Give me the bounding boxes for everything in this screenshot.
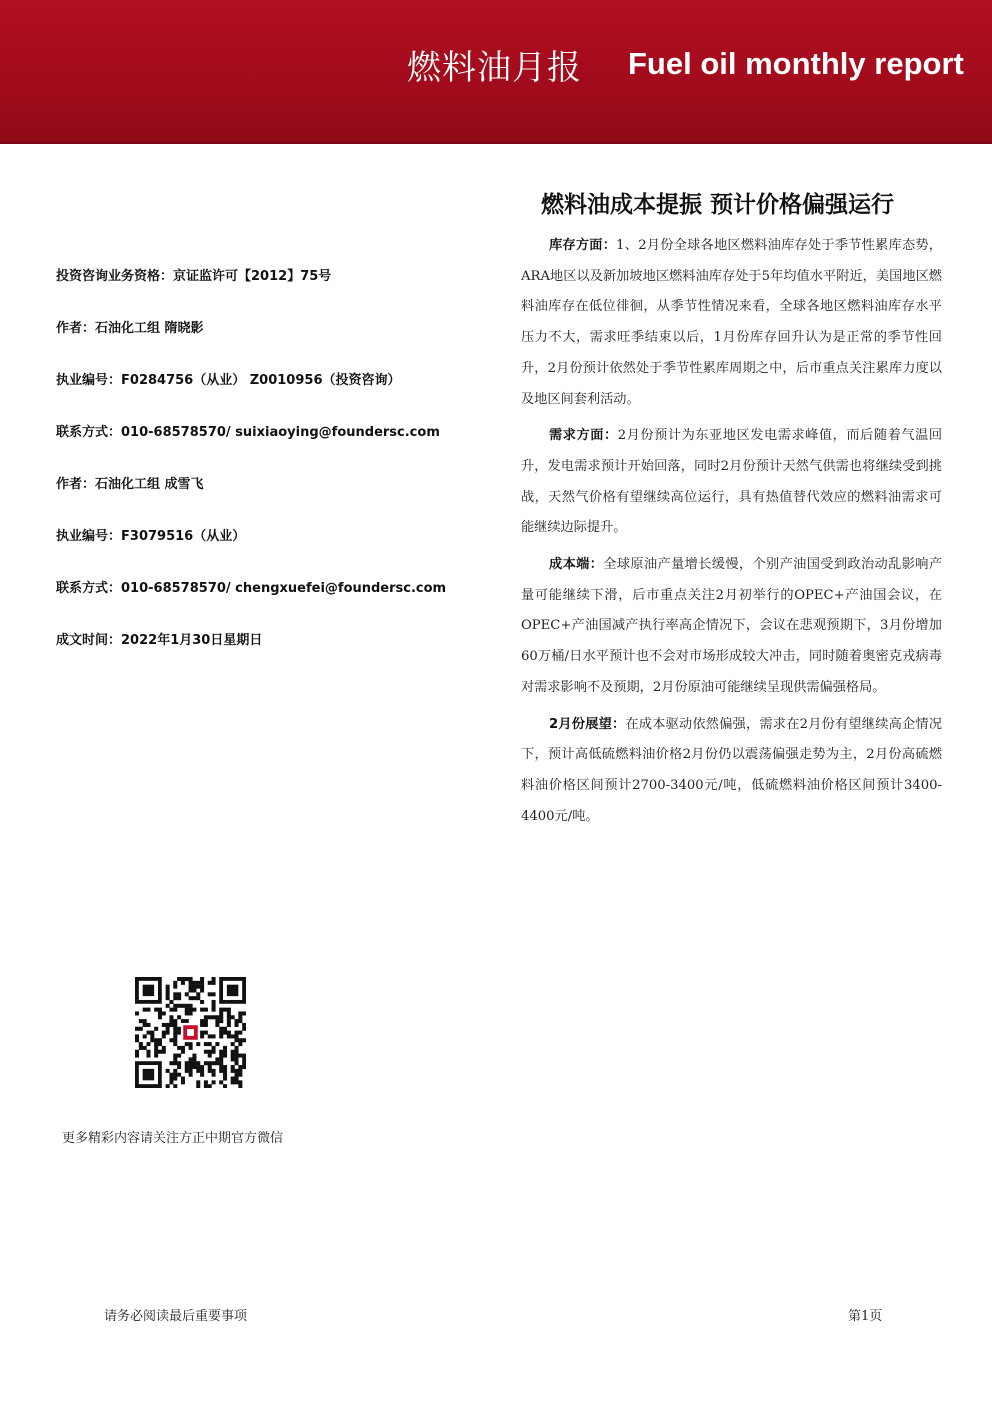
- qr-caption: 更多精彩内容请关注方正中期官方微信: [62, 1131, 284, 1146]
- meta-label: 联系方式：: [56, 581, 122, 596]
- meta-value: F0284756（从业） Z0010956（投资咨询）: [121, 373, 401, 388]
- meta-value: 010-68578570/ suixiaoying@foundersc.com: [121, 425, 440, 440]
- meta-label: 投资咨询业务资格：: [56, 269, 174, 284]
- meta-value: F3079516（从业）: [121, 529, 246, 544]
- meta-label: 联系方式：: [56, 425, 122, 440]
- section-cost: [521, 550, 942, 704]
- meta-label: 执业编号：: [56, 373, 122, 388]
- author-info-block: [56, 262, 496, 678]
- section-label: 成本端：: [549, 557, 604, 573]
- header-title-en: Fuel oil monthly report: [628, 46, 964, 81]
- section-label: 库存方面：: [549, 238, 617, 253]
- meta-license-2: [56, 522, 496, 574]
- meta-value: 2022年1月30日星期日: [121, 633, 263, 648]
- meta-label: 作者：: [56, 477, 96, 492]
- meta-date: [56, 626, 496, 678]
- meta-author-1: [56, 314, 496, 366]
- section-label: 需求方面：: [549, 428, 618, 444]
- section-inventory: [521, 231, 942, 415]
- report-header-banner: [0, 0, 992, 144]
- meta-qualification: [56, 262, 496, 314]
- section-text: 在成本驱动依然偏强，需求在2月份有望继续高企情况下，预计高低硫燃料油价格2月份仍以震荡偏强走势为主，2月份高硫燃料油价格区间预计2700-3400元/吨，低硫燃料油价格区间预计3400-4400元/吨。: [521, 716, 942, 824]
- section-text: 全球原油产量增长缓慢，个别产油国受到政治动乱影响产量可能继续下滑，后市重点关注2月初举行的OPEC+产油国会议，在OPEC+产油国减产执行率高企情况下，会议在悲观预期下，3月份增加60万桶/日水平预计也不会对市场形成较大冲击，同时随着奥密克戎病毒对需求影响不及预期，2月份原油可能继续呈现供需偏强格局。: [521, 557, 943, 695]
- meta-author-2: [56, 470, 496, 522]
- meta-label: 作者：: [56, 321, 96, 336]
- meta-label: 执业编号：: [56, 529, 122, 544]
- meta-value: 石油化工组 隋晓影: [95, 321, 204, 336]
- section-label: 2月份展望：: [549, 716, 626, 732]
- meta-value: 010-68578570/ chengxuefei@foundersc.com: [121, 581, 447, 596]
- section-text: 2月份预计为东亚地区发电需求峰值，而后随着气温回升，发电需求预计开始回落，同时2月份预计天然气供需也将继续受到挑战，天然气价格有望继续高位运行，具有热值替代效应的燃料油需求可能继续边际提升。: [521, 428, 943, 536]
- section-text: 1、2月份全球各地区燃料油库存处于季节性累库态势，ARA地区以及新加坡地区燃料油库存处于5年均值水平附近，美国地区燃料油库存在低位徘徊，从季节性情况来看，全球各地区燃料油库存水平压力不大，需求旺季结束以后，1月份库存回升认为是正常的季节性回升，2月份预计依然处于季节性累库周期之中，后市重点关注累库力度以及地区间套利活动。: [521, 238, 942, 407]
- meta-contact-1: [56, 418, 496, 470]
- meta-contact-2: [56, 574, 496, 626]
- header-title-cn: 燃料油月报: [407, 48, 582, 88]
- meta-label: 成文时间：: [56, 633, 122, 648]
- document-title: 燃料油成本提振 预计价格偏强运行: [541, 192, 895, 218]
- meta-value: 京证监许可【2012】75号: [173, 269, 332, 284]
- report-body: [521, 231, 942, 838]
- section-outlook: [521, 710, 942, 833]
- meta-license-1: [56, 366, 496, 418]
- footer-page-number: 第1页: [848, 1309, 883, 1324]
- meta-value: 石油化工组 成雪飞: [95, 477, 204, 492]
- qr-code-icon: [135, 977, 246, 1088]
- footer-notice: 请务必阅读最后重要事项: [104, 1309, 248, 1324]
- section-demand: [521, 421, 942, 544]
